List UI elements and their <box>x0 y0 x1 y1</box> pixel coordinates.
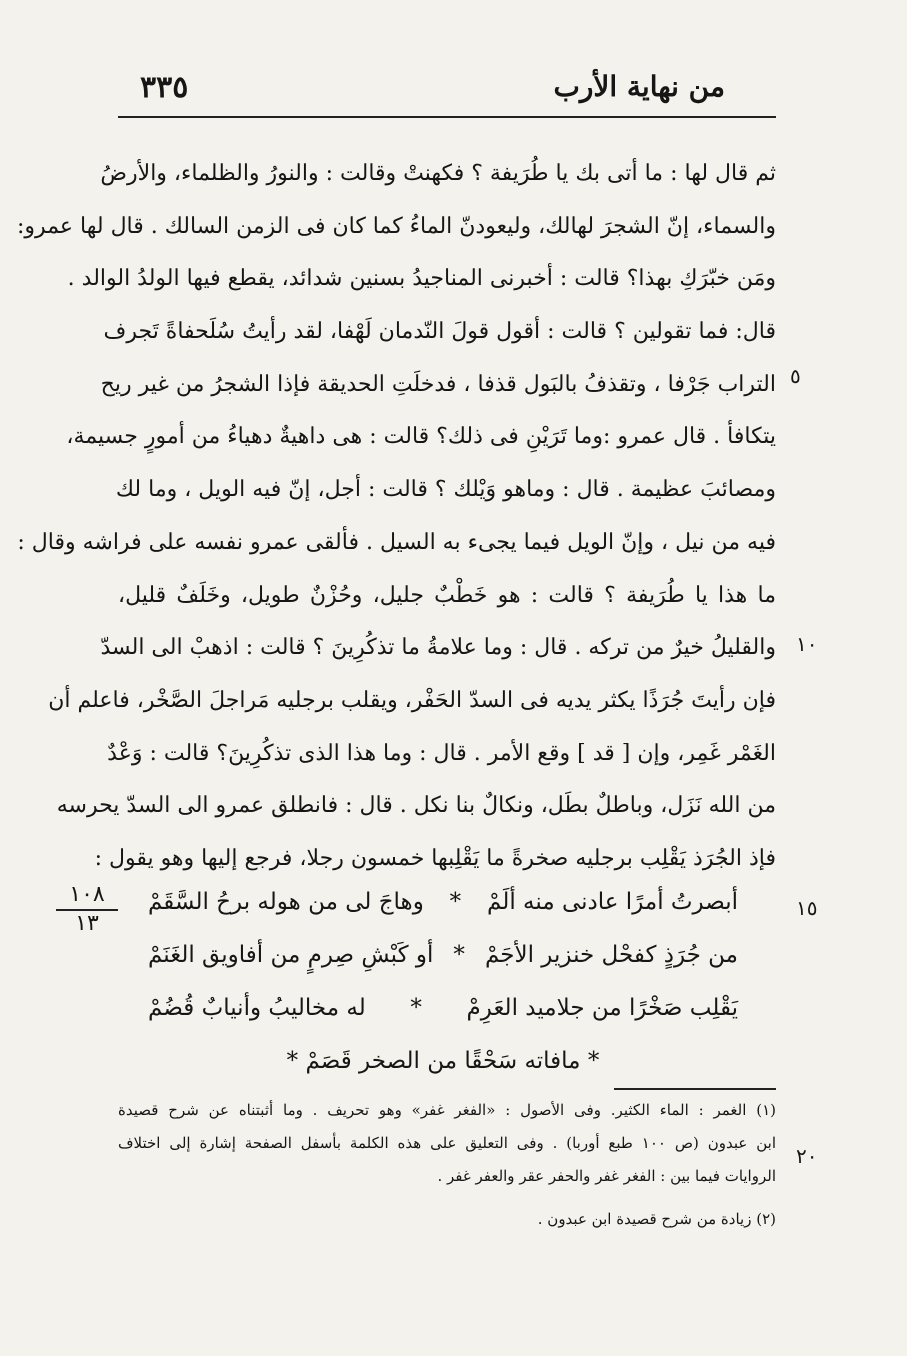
verse-line <box>148 982 738 1035</box>
line-number-20: ٢٠ <box>796 1144 818 1168</box>
text-line: قال: فما تقولين ؟ قالت : أقول قولَ النّدمان لَهْفا، لقد رأيتُ سُلَحفاةً تَجرف <box>103 319 776 345</box>
text-line: من الله نَزَل، وباطلٌ بطَل، ونكالٌ بنا نكل . قال : فانطلق عمرو الى السدّ يحرسه <box>56 793 776 819</box>
text-line: والقليلُ خيرٌ من تركه . قال : وما علامةُ ما تذكُرِينَ ؟ قالت : اذهبْ الى السدّ <box>100 635 776 661</box>
edition-page-reference <box>56 882 118 936</box>
line-number-10: ١٠ <box>796 632 818 656</box>
header-rule <box>118 116 776 118</box>
text-line: فإذ الجُرَذ يَقْلِب برجليه صخرةً ما يَقْلِبها خمسون رجلا، فرجع إليها وهو يقول : <box>94 845 776 871</box>
reference-sub-number: ١٣ <box>75 911 99 936</box>
text-line: التراب جَرْفا ، وتقذفُ بالبَول قذفا ، فدخلَتِ الحديقة فإذا الشجرُ من غير ريح <box>100 371 776 397</box>
text-line: ما هذا يا طُرَيفة ؟ قالت : هو خَطْبٌ جليل، وحُزْنٌ طويل، وخَلَفٌ قليل، <box>118 582 776 608</box>
footnotes <box>118 1094 776 1236</box>
line-number-15: ١٥ <box>796 896 818 920</box>
verse-first-hemistich: أبصرتُ أمرًا عادنى منه ألَمْ <box>487 889 738 915</box>
verse-line <box>148 876 738 929</box>
text-line: ومَن خبّرَكِ بهذا؟ قالت : أخبرنى المناجيدُ بسنين شدائد، يقطع فيها الولدُ الوالد . <box>67 266 776 292</box>
verse-first-hemistich: من جُرَذٍ كفحْل خنزير الأجَمْ <box>484 942 738 968</box>
verse-second-hemistich: له مخاليبُ وأنيابٌ قُضُمْ <box>148 995 366 1021</box>
line-number-5: ٥ <box>790 364 801 388</box>
verse-first-hemistich: يَقْلِب صَخْرًا من جلاميد العَرِمْ <box>466 995 738 1021</box>
verse-separator: * <box>410 995 422 1021</box>
verse-separator: * <box>453 942 465 968</box>
verse-second-hemistich: وهاجَ لى من هوله برحُ السَّقَمْ <box>148 889 424 915</box>
footnote-1-line: (١) الغمر : الماء الكثير. وفى الأصول : «الفغر غفر» وهو تحريف . وما أثبتناه عن شرح قصيدة <box>118 1101 776 1119</box>
poem <box>148 876 738 1088</box>
page-number: ٣٣٥ <box>140 70 189 105</box>
footnote-2: (٢) زيادة من شرح قصيدة ابن عبدون . <box>537 1210 776 1228</box>
text-line: فإن رأيتَ جُرَذًا يكثر يديه فى السدّ الحَفْر، ويقلب برجليه مَراجلَ الصَّخْر، فاعلم أن <box>48 687 776 713</box>
body-text <box>17 148 776 886</box>
reference-volume-page: ١٠٨ <box>56 882 118 911</box>
verse-second-hemistich: أو كَبْشِ صِرمٍ من أفاويق الغَنَمْ <box>148 942 434 968</box>
text-line: فيه من نيل ، وإنّ الويل فيما يجىء به السيل . فألقى عمرو نفسه على فراشه وقال : <box>17 529 776 555</box>
footnote-1-line: الروايات فيما بين : الفغر غفر والحفر عقر والعفر غفر . <box>437 1167 776 1185</box>
text-line: يتكافأ . قال عمرو :وما تَرَيْنِ فى ذلك؟ قالت : هى داهيةٌ دهياءُ من أمورٍ جسيمة، <box>66 424 776 450</box>
verse-closing-line: * مافاته سَحْقًا من الصخر قَصَمْ * <box>286 1048 600 1074</box>
verse-line <box>148 929 738 982</box>
text-line: الغَمْر غَمِر، وإن [ قد ] وقع الأمر . قال : وما هذا الذى تذكُرِينَ؟ قالت : وَعْدٌ <box>107 740 776 766</box>
running-title: من نهاية الأرب <box>553 70 725 103</box>
text-line: ومصائبَ عظيمة . قال : وماهو وَيْلك ؟ قالت : أجل، إنّ فيه الويل ، وما لك <box>115 477 776 503</box>
verse-separator: * <box>449 889 462 915</box>
footnote-rule <box>614 1088 776 1090</box>
footnote-1-line: ابن عبدون (ص ١٠٠ طبع أوربا) . وفى التعليق على هذه الكلمة بأسفل الصفحة إشارة إلى اختلاف <box>118 1134 776 1152</box>
text-line: والسماء، إنّ الشجرَ لهالك، وليعودنّ الماءُ كما كان فى الزمن السالك . قال لها عمرو: <box>17 213 776 239</box>
text-line: ثم قال لها : ما أتى بك يا طُرَيفة ؟ فكهنتْ وقالت : والنورُ والظلماء، والأرضُ <box>100 161 776 186</box>
